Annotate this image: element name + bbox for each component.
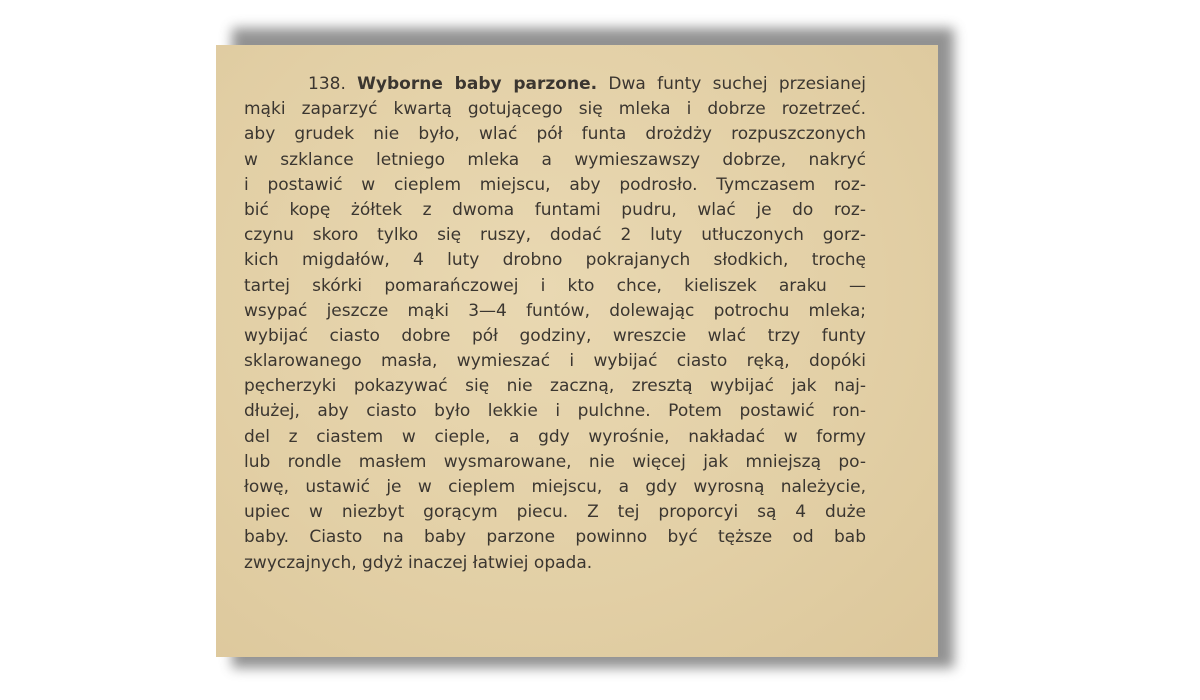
text-line: tartej skórki pomarańczowej i kto chce, kieliszek araku — xyxy=(244,275,866,296)
text-line: kich migdałów, 4 luty drobno pokrajanych słodkich, trochę xyxy=(244,250,866,271)
text-line: upiec w niezbyt gorącym piecu. Z tej proporcyi są 4 duże xyxy=(244,502,866,523)
text-line: bić kopę żółtek z dwoma funtami pudru, wlać je do roz- xyxy=(244,199,866,220)
recipe-first-line xyxy=(244,72,866,97)
text-line-last: zwyczajnych, gdyż inaczej łatwiej opada. xyxy=(244,552,593,573)
text-line: dłużej, aby ciasto było lekkie i pulchne. Potem postawić ron- xyxy=(244,401,866,422)
text-line: pęcherzyki pokazywać się nie zaczną, zresztą wybijać jak naj- xyxy=(244,376,866,397)
recipe-number: 138. xyxy=(308,74,346,94)
text-line: aby grudek nie było, wlać pół funta drożdży rozpuszczonych xyxy=(244,124,866,145)
recipe-first-line-rest: Dwa funty suchej przesianej xyxy=(608,74,866,94)
scanned-page xyxy=(216,45,938,657)
text-line: del z ciastem w cieple, a gdy wyrośnie, nakładać w formy xyxy=(244,426,866,447)
recipe-title: Wyborne baby parzone. xyxy=(357,74,598,94)
text-line: wybijać ciasto dobre pół godziny, wreszcie wlać trzy funty xyxy=(244,325,866,346)
text-line: łowę, ustawić je w cieplem miejscu, a gdy wyrosną należycie, xyxy=(244,477,866,497)
text-line: i postawić w cieplem miejscu, aby podrosło. Tymczasem roz- xyxy=(244,174,866,195)
recipe-text xyxy=(244,72,866,576)
text-line: czynu skoro tylko się ruszy, dodać 2 luty utłuczonych gorz- xyxy=(244,225,866,246)
text-line: baby. Ciasto na baby parzone powinno być tęższe od bab xyxy=(244,527,866,548)
text-line: wsypać jeszcze mąki 3—4 funtów, dolewając potrochu mleka; xyxy=(244,300,866,321)
text-line: w szklance letniego mleka a wymieszawszy dobrze, nakryć xyxy=(244,149,866,170)
text-line: sklarowanego masła, wymieszać i wybijać ciasto ręką, dopóki xyxy=(244,351,866,372)
text-line: lub rondle masłem wysmarowane, nie więcej jak mniejszą po- xyxy=(244,451,866,472)
text-line: mąki zaparzyć kwartą gotującego się mleka i dobrze rozetrzeć. xyxy=(244,99,866,120)
